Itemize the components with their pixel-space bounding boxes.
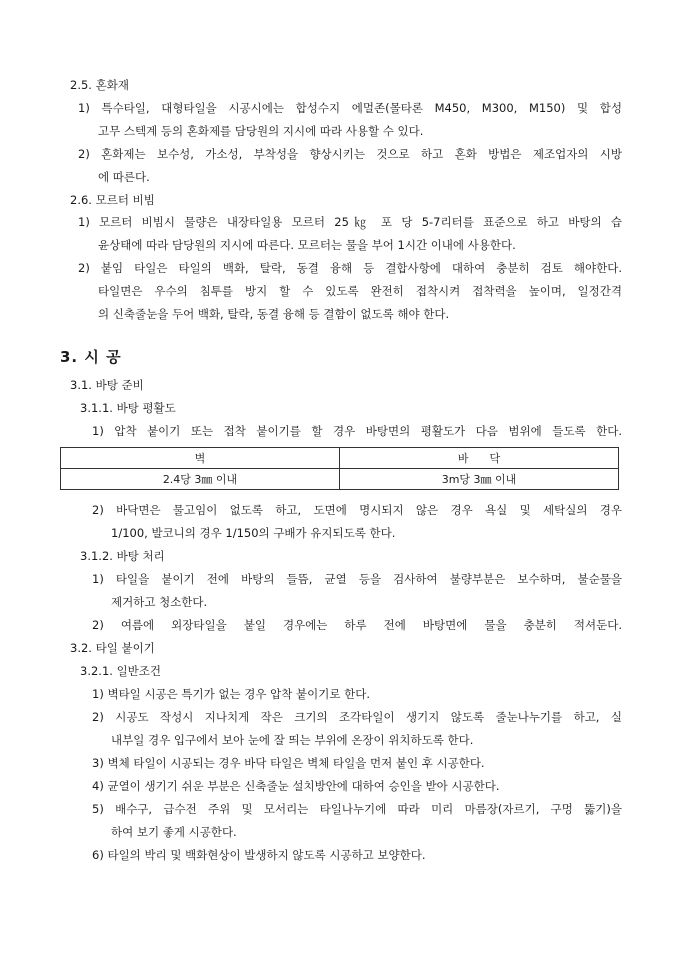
paragraph-3-1-1-item1: 1) 압착 붙이기 또는 접착 붙이기를 할 경우 바탕면의 평활도가 다음 범위에 들도록 한다. [92,424,622,438]
paragraph-2-5-item1-line1: 1) 특수타일, 대형타일을 시공시에는 합성수지 에멀존(몰타론 M450, M300, M150) 및 합성 [78,101,622,115]
subsection-heading-3-1-2: 3.1.2. 바탕 처리 [80,549,165,563]
table-row [61,469,619,490]
table-cell-wall-value: 2.4당 3㎜ 이내 [61,469,340,490]
paragraph-3-1-2-item1-line2: 제거하고 청소한다. [111,595,208,609]
paragraph-3-2-1-item3: 3) 벽체 타일이 시공되는 경우 바닥 타일은 벽체 타일을 먼저 붙인 후 시공한다. [92,756,485,770]
paragraph-3-2-1-item2-line1: 2) 시공도 작성시 지나치게 작은 크기의 조각타일이 생기지 않도록 줄눈나누기를 하고, 실 [92,710,622,724]
paragraph-3-1-2-item1-line1: 1) 타일을 붙이기 전에 바탕의 들뜸, 균열 등을 검사하여 불량부분은 보수하며, 불순물을 [92,572,622,586]
paragraph-2-5-item2-line1: 2) 혼화제는 보수성, 가소성, 부착성을 향상시키는 것으로 하고 혼화 방법은 제조업자의 시방 [78,147,622,161]
paragraph-3-2-1-item2-line2: 내부일 경우 입구에서 보아 눈에 잘 띄는 부위에 온장이 위치하도록 한다. [111,733,474,747]
table-header-wall: 벽 [61,448,340,469]
section-heading-3-1: 3.1. 바탕 준비 [70,378,144,392]
paragraph-3-2-1-item5-line2: 하여 보기 좋게 시공한다. [111,825,237,839]
subsection-heading-3-2-1: 3.2.1. 일반조건 [80,664,162,678]
section-heading-2-5: 2.5. 혼화재 [70,78,129,92]
subsection-heading-3-1-1: 3.1.1. 바탕 평활도 [80,401,176,415]
paragraph-2-5-item2-line2: 에 따른다. [98,170,150,184]
paragraph-2-6-item2-line2: 타일면은 우수의 침투를 방지 할 수 있도록 완전히 접착시켜 접착력을 높이며, 일정간격 [98,284,622,298]
paragraph-3-1-1-item2-line1: 2) 바닥면은 물고임이 없도록 하고, 도면에 명시되지 않은 경우 욕실 및 세탁실의 경우 [92,503,622,517]
paragraph-3-2-1-item1: 1) 벽타일 시공은 특기가 없는 경우 압착 붙이기로 한다. [92,687,370,701]
paragraph-2-5-item1-line2: 고무 스텍계 등의 혼화제를 담당원의 지시에 따라 사용할 수 있다. [98,124,424,138]
paragraph-2-6-item2-line3: 의 신축줄눈을 두어 백화, 탈락, 동결 융해 등 결함이 없도록 해야 한다. [98,307,450,321]
paragraph-3-2-1-item5-line1: 5) 배수구, 급수전 주위 및 모서리는 타일나누기에 따라 미리 마름장(자르기, 구멍 뚫기)을 [92,802,622,816]
table-header-row [61,448,619,469]
chapter-heading-3: 3. 시 공 [60,348,122,366]
paragraph-3-2-1-item6: 6) 타일의 박리 및 백화현상이 발생하지 않도록 시공하고 보양한다. [92,848,426,862]
section-heading-3-2: 3.2. 타일 붙이기 [70,641,155,655]
paragraph-2-6-item1-line1: 1) 모르터 비빔시 물량은 내장타일용 모르터 25㎏ 포 당 5-7리터를 표준으로 하고 바탕의 습 [78,215,622,229]
paragraph-3-1-2-item2: 2) 여름에 외장타일을 붙일 경우에는 하루 전에 바탕면에 물을 충분히 적셔둔다. [92,618,622,632]
paragraph-3-2-1-item4: 4) 균열이 생기기 쉬운 부분은 신축줄눈 설치방안에 대하여 승인을 받아 시공한다. [92,779,500,793]
table-cell-floor-value: 3m당 3㎜ 이내 [340,469,619,490]
flatness-table [60,447,619,490]
section-heading-2-6: 2.6. 모르터 비빔 [70,193,155,207]
paragraph-2-6-item2-line1: 2) 붙임 타일은 타일의 백화, 탈락, 동결 융해 등 결합사항에 대하여 충분히 검토 해야한다. [78,261,622,275]
table-header-floor: 바 닥 [340,448,619,469]
paragraph-3-1-1-item2-line2: 1/100, 발코니의 경우 1/150의 구배가 유지되도록 한다. [111,526,396,540]
paragraph-2-6-item1-line2: 윤상태에 따라 담당원의 지시에 따른다. 모르터는 물을 부어 1시간 이내에 사용한다. [98,238,516,252]
